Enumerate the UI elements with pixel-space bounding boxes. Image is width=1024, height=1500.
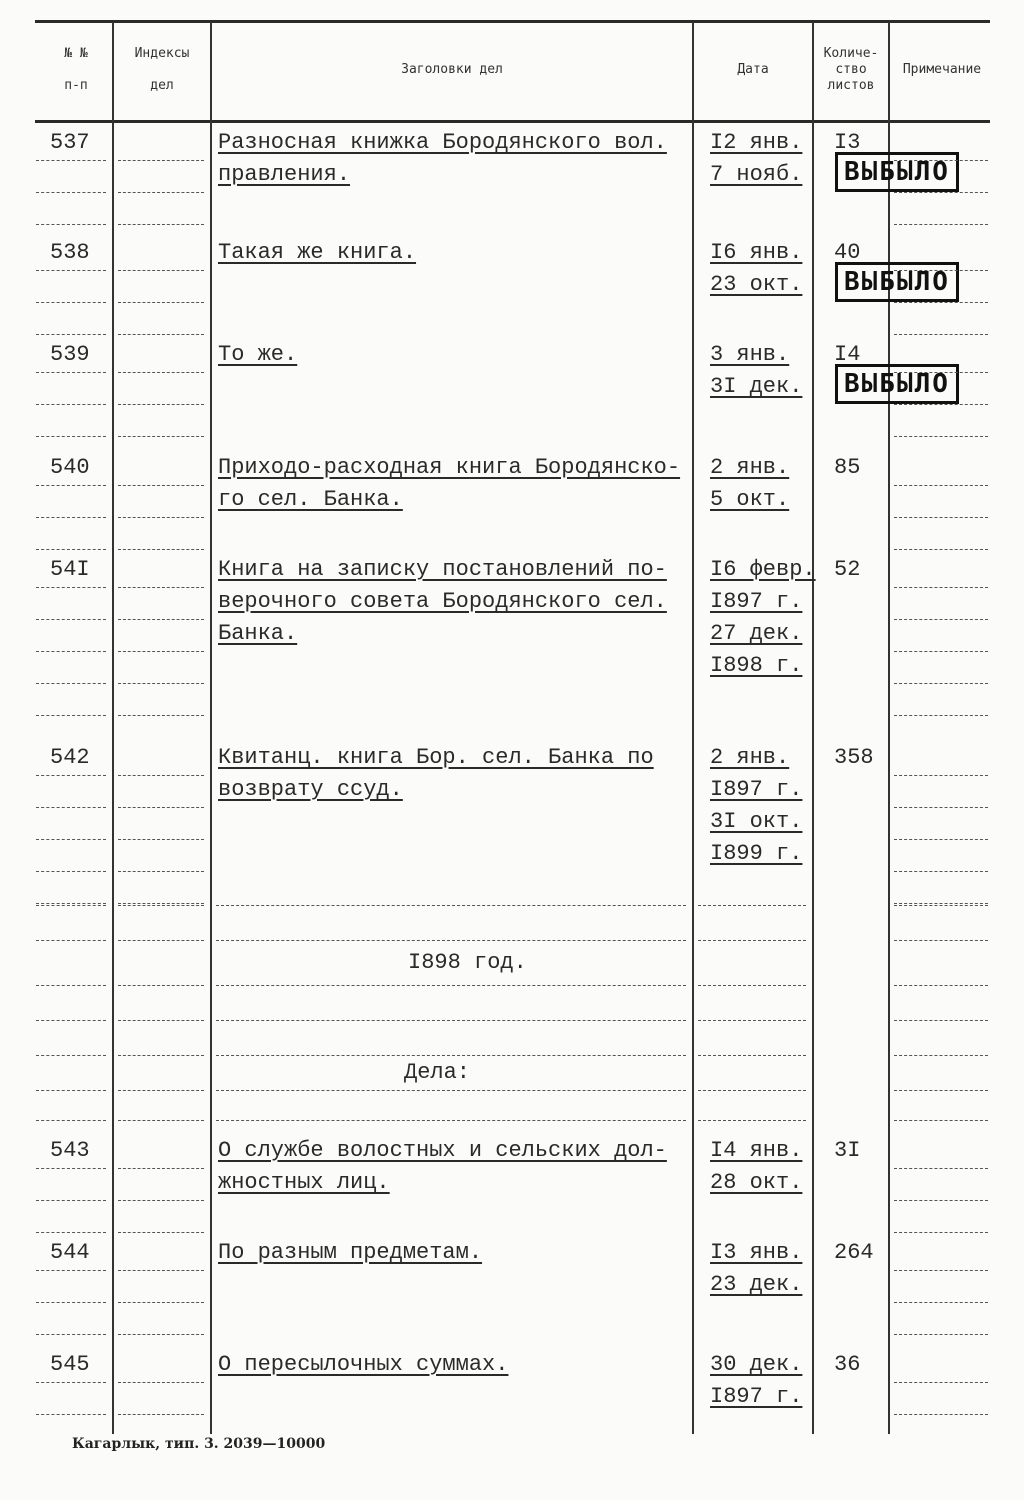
- ruling-line: [118, 1414, 204, 1416]
- entry-date-line: I6 янв.: [710, 240, 803, 265]
- ruling-line: [894, 1055, 988, 1057]
- ruling-line: [216, 905, 686, 907]
- ruling-line: [118, 1200, 204, 1202]
- ruling-line: [118, 683, 204, 685]
- header-count: Количе- ство листов: [823, 46, 879, 93]
- ruling-line: [118, 1302, 204, 1304]
- ruling-line: [118, 192, 204, 194]
- ruling-line: [894, 485, 988, 487]
- ruling-line: [36, 1055, 106, 1057]
- ruling-line: [36, 1020, 106, 1022]
- ruling-line: [36, 1414, 106, 1416]
- entry-date-line: I6 февр.: [710, 557, 816, 582]
- ruling-line: [894, 775, 988, 777]
- entry-title-line: возврату ссуд.: [218, 777, 403, 802]
- entry-date-line: 3I дек.: [710, 374, 803, 399]
- ruling-line: [894, 160, 988, 162]
- ruling-line: [36, 270, 106, 272]
- header-index: Индексы дел: [134, 46, 190, 93]
- ruling-line: [894, 1232, 988, 1234]
- entry-title-line: го сел. Банка.: [218, 487, 403, 512]
- entry-sheet-count: 358: [834, 745, 874, 770]
- ruling-line: [698, 1055, 806, 1057]
- ruling-line: [894, 1270, 988, 1272]
- ruling-line: [894, 1302, 988, 1304]
- ruling-line: [894, 1020, 988, 1022]
- entry-title-line: О службе волостных и сельских дол-: [218, 1138, 667, 1163]
- ruling-line: [894, 1334, 988, 1336]
- ruling-line: [894, 1414, 988, 1416]
- entry-date-line: 3 янв.: [710, 342, 790, 367]
- entry-sheet-count: I4: [834, 342, 861, 367]
- ruling-line: [36, 160, 106, 162]
- ruling-line: [894, 1168, 988, 1170]
- ruling-line: [118, 619, 204, 621]
- ruling-line: [118, 1120, 204, 1122]
- entry-date-line: 23 окт.: [710, 272, 803, 297]
- ruling-line: [36, 1120, 106, 1122]
- ruling-line: [36, 404, 106, 406]
- entry-date-line: I898 г.: [710, 653, 803, 678]
- ruling-line: [216, 1090, 686, 1092]
- ruling-line: [894, 807, 988, 809]
- ruling-line: [36, 587, 106, 589]
- ruling-line: [118, 839, 204, 841]
- ruling-line: [36, 436, 106, 438]
- ruling-line: [894, 940, 988, 942]
- entry-number: 539: [50, 342, 90, 367]
- ruling-line: [36, 905, 106, 907]
- ruling-line: [894, 1120, 988, 1122]
- ruling-line: [698, 985, 806, 987]
- ruling-line: [894, 1090, 988, 1092]
- ruling-line: [36, 839, 106, 841]
- column-divider: [112, 22, 114, 1434]
- entry-number: 54I: [50, 557, 90, 582]
- ruling-line: [894, 372, 988, 374]
- entry-number: 544: [50, 1240, 90, 1265]
- ruling-line: [36, 485, 106, 487]
- header-note: Примечание: [902, 62, 982, 77]
- ruling-line: [36, 715, 106, 717]
- ruling-line: [118, 807, 204, 809]
- entry-date-line: I897 г.: [710, 589, 803, 614]
- entry-sheet-count: 264: [834, 1240, 874, 1265]
- entry-date-line: 23 дек.: [710, 1272, 803, 1297]
- entry-title-line: Разносная книжка Бородянского вол.: [218, 130, 667, 155]
- ruling-line: [36, 775, 106, 777]
- ruling-line: [36, 1382, 106, 1384]
- entry-title-line: О пересылочных суммах.: [218, 1352, 509, 1377]
- header-titles: Заголовки дел: [401, 62, 503, 77]
- ruling-line: [118, 1090, 204, 1092]
- table-top-border: [35, 20, 990, 23]
- entry-sheet-count: 85: [834, 455, 861, 480]
- entry-title-line: верочного совета Бородянского сел.: [218, 589, 667, 614]
- ruling-line: [698, 905, 806, 907]
- entry-title-line: жностных лиц.: [218, 1170, 390, 1195]
- ruling-line: [216, 1055, 686, 1057]
- entry-date-line: 27 дек.: [710, 621, 803, 646]
- entry-sheet-count: 52: [834, 557, 861, 582]
- ruling-line: [118, 1055, 204, 1057]
- entry-sheet-count: I3: [834, 130, 861, 155]
- ruling-line: [698, 940, 806, 942]
- printer-footer: Кагарлык, тип. 3. 2039—10000: [72, 1436, 326, 1452]
- ruling-line: [698, 1020, 806, 1022]
- entry-date-line: I897 г.: [710, 777, 803, 802]
- ruling-line: [118, 1020, 204, 1022]
- entry-date-line: 28 окт.: [710, 1170, 803, 1195]
- entry-date-line: 7 нояб.: [710, 162, 803, 187]
- header-date: Дата: [737, 62, 769, 77]
- entry-date-line: 3I окт.: [710, 809, 803, 834]
- header-num: № № п-п: [64, 46, 88, 93]
- ruling-line: [894, 715, 988, 717]
- ruling-line: [118, 1382, 204, 1384]
- ruling-line: [894, 192, 988, 194]
- ruling-line: [36, 1232, 106, 1234]
- ruling-line: [118, 1232, 204, 1234]
- ruling-line: [216, 1020, 686, 1022]
- withdrawn-stamp: ВЫБЫЛО: [835, 152, 959, 192]
- ruling-line: [36, 985, 106, 987]
- column-divider: [210, 22, 212, 1434]
- ruling-line: [118, 549, 204, 551]
- ruling-line: [36, 1334, 106, 1336]
- ruling-line: [118, 160, 204, 162]
- ruling-line: [36, 192, 106, 194]
- ruling-line: [118, 302, 204, 304]
- ruling-line: [894, 270, 988, 272]
- ruling-line: [118, 871, 204, 873]
- ruling-line: [894, 839, 988, 841]
- year-heading: I898 год.: [408, 950, 527, 975]
- entry-title-line: Квитанц. книга Бор. сел. Банка по: [218, 745, 654, 770]
- entry-date-line: 30 дек.: [710, 1352, 803, 1377]
- ruling-line: [36, 1090, 106, 1092]
- entry-date-line: I2 янв.: [710, 130, 803, 155]
- section-heading: Дела:: [404, 1060, 471, 1085]
- entry-date-line: 2 янв.: [710, 745, 790, 770]
- ruling-line: [118, 1270, 204, 1272]
- ruling-line: [118, 1334, 204, 1336]
- entry-number: 542: [50, 745, 90, 770]
- ruling-line: [36, 224, 106, 226]
- ruling-line: [36, 1302, 106, 1304]
- entry-number: 538: [50, 240, 90, 265]
- ruling-line: [36, 1270, 106, 1272]
- ruling-line: [698, 1120, 806, 1122]
- ruling-line: [36, 372, 106, 374]
- ruling-line: [894, 683, 988, 685]
- ruling-line: [118, 270, 204, 272]
- ruling-line: [894, 517, 988, 519]
- entry-sheet-count: 3I: [834, 1138, 861, 1163]
- entry-sheet-count: 40: [834, 240, 861, 265]
- entry-date-line: 5 окт.: [710, 487, 790, 512]
- ruling-line: [894, 871, 988, 873]
- entry-number: 537: [50, 130, 90, 155]
- ruling-line: [118, 436, 204, 438]
- entry-date-line: I899 г.: [710, 841, 803, 866]
- ruling-line: [894, 985, 988, 987]
- column-divider: [812, 22, 814, 1434]
- ruling-line: [216, 1120, 686, 1122]
- ruling-line: [36, 940, 106, 942]
- ruling-line: [216, 985, 686, 987]
- entry-title-line: Банка.: [218, 621, 298, 646]
- ruling-line: [118, 485, 204, 487]
- withdrawn-stamp: ВЫБЫЛО: [835, 262, 959, 302]
- ruling-line: [118, 517, 204, 519]
- ruling-line: [894, 905, 988, 907]
- ruling-line: [36, 517, 106, 519]
- ruling-line: [894, 1382, 988, 1384]
- entry-title-line: Приходо-расходная книга Бородянско-: [218, 455, 681, 480]
- ruling-line: [36, 1168, 106, 1170]
- ruling-line: [216, 940, 686, 942]
- ruling-line: [118, 905, 204, 907]
- ruling-line: [36, 651, 106, 653]
- ruling-line: [894, 587, 988, 589]
- entry-date-line: I4 янв.: [710, 1138, 803, 1163]
- ruling-line: [36, 334, 106, 336]
- ruling-line: [118, 587, 204, 589]
- entry-title-line: правления.: [218, 162, 351, 187]
- ruling-line: [36, 871, 106, 873]
- ruling-line: [894, 1200, 988, 1202]
- ruling-line: [36, 549, 106, 551]
- entry-date-line: I3 янв.: [710, 1240, 803, 1265]
- ruling-line: [894, 549, 988, 551]
- entry-title-line: По разным предметам.: [218, 1240, 483, 1265]
- ruling-line: [36, 302, 106, 304]
- header-bottom-border: [35, 120, 990, 123]
- ruling-line: [36, 1200, 106, 1202]
- entry-date-line: I897 г.: [710, 1384, 803, 1409]
- entry-title-line: Такая же книга.: [218, 240, 417, 265]
- ruling-line: [698, 1090, 806, 1092]
- ruling-line: [118, 775, 204, 777]
- ruling-line: [118, 334, 204, 336]
- entry-title-line: Книга на записку постановлений по-: [218, 557, 667, 582]
- entry-date-line: 2 янв.: [710, 455, 790, 480]
- ruling-line: [118, 985, 204, 987]
- column-divider: [692, 22, 694, 1434]
- ruling-line: [36, 807, 106, 809]
- ruling-line: [118, 404, 204, 406]
- column-divider: [888, 22, 890, 1434]
- ruling-line: [118, 372, 204, 374]
- ruling-line: [894, 651, 988, 653]
- ruling-line: [36, 619, 106, 621]
- entry-number: 545: [50, 1352, 90, 1377]
- ruling-line: [118, 940, 204, 942]
- ruling-line: [894, 404, 988, 406]
- ruling-line: [118, 1168, 204, 1170]
- ruling-line: [894, 224, 988, 226]
- entry-title-line: То же.: [218, 342, 298, 367]
- entry-sheet-count: 36: [834, 1352, 861, 1377]
- ruling-line: [118, 715, 204, 717]
- ruling-line: [894, 302, 988, 304]
- withdrawn-stamp: ВЫБЫЛО: [835, 364, 959, 404]
- ruling-line: [36, 683, 106, 685]
- ruling-line: [894, 334, 988, 336]
- entry-number: 540: [50, 455, 90, 480]
- ruling-line: [118, 651, 204, 653]
- ruling-line: [894, 436, 988, 438]
- ruling-line: [894, 619, 988, 621]
- entry-number: 543: [50, 1138, 90, 1163]
- ruling-line: [118, 224, 204, 226]
